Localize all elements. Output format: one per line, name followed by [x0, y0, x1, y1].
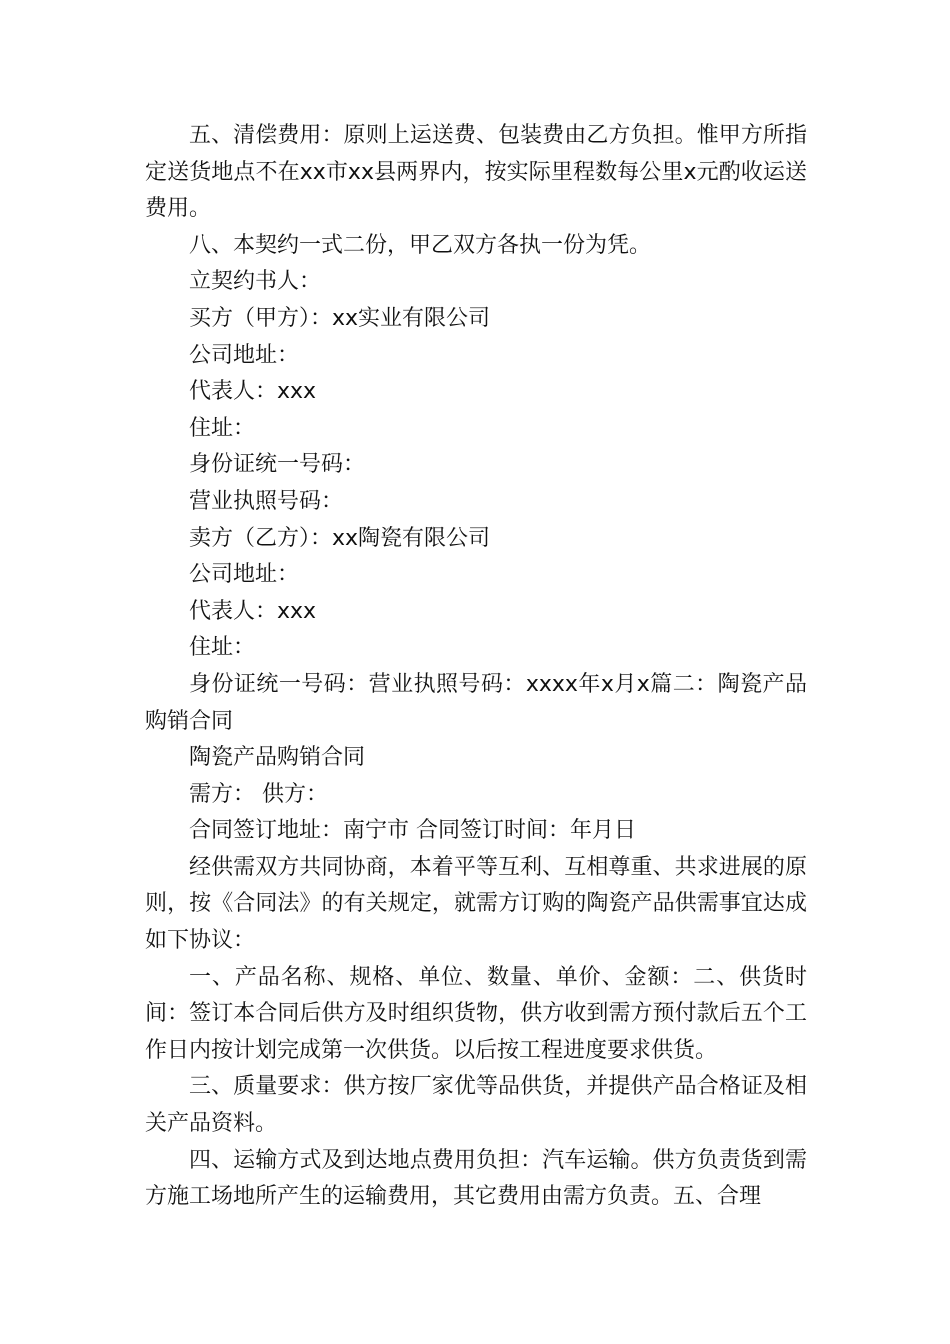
paragraph-buyer-representative: 代表人：xxx: [189, 379, 317, 405]
paragraph-quality: 三、质量要求：供方按厂家优等品供货，并提供产品合格证及相关产品资料。: [145, 1074, 807, 1137]
paragraph-compensation-fees: 五、清偿费用：原则上运送费、包装费由乙方负担。惟甲方所指定送货地点不在xx市xx县两界内，按实际里程数每公里x元酌收运送费用。: [145, 123, 807, 222]
paragraph-contract-title: 陶瓷产品购销合同: [189, 745, 366, 771]
document-body: [145, 118, 807, 1216]
paragraph-product-and-delivery: 一、产品名称、规格、单位、数量、单价、金额：二、供货时间：签订本合同后供方及时组织货物，供方收到需方预付款后五个工作日内按计划完成第一次供货。以后按工程进度要求供货。: [145, 964, 807, 1063]
paragraph-seller-representative: 代表人：xxx: [189, 598, 317, 624]
paragraph-copies-clause: 八、本契约一式二份，甲乙双方各执一份为凭。: [189, 232, 652, 258]
paragraph-buyer-license-number: 营业执照号码：: [189, 488, 344, 514]
paragraph-buyer-id-number: 身份证统一号码：: [189, 452, 366, 478]
paragraph-seller-residence: 住址：: [189, 635, 256, 661]
paragraph-signatories: 立契约书人：: [189, 269, 322, 295]
paragraph-preamble: 经供需双方共同协商，本着平等互利、互相尊重、共求进展的原则，按《合同法》的有关规定，就需方订购的陶瓷产品供需事宜达成如下协议：: [145, 854, 807, 954]
paragraph-seller: 卖方（乙方）：xx陶瓷有限公司: [189, 525, 491, 551]
paragraph-transport: 四、运输方式及到达地点费用负担：汽车运输。供方负责货到需方施工场地所产生的运输费用，其它费用由需方负责。五、合理: [145, 1147, 807, 1210]
paragraph-buyer: 买方（甲方）：xx实业有限公司: [189, 305, 491, 331]
paragraph-signing-info: 合同签订地址：南宁市 合同签订时间：年月日: [189, 818, 636, 844]
paragraph-seller-address: 公司地址：: [189, 562, 300, 588]
paragraph-seller-id-and-license: 身份证统一号码：营业执照号码：xxxx年x月x篇二：陶瓷产品购销合同: [145, 671, 807, 734]
paragraph-parties: 需方： 供方：: [189, 781, 328, 807]
paragraph-buyer-residence: 住址：: [189, 415, 256, 441]
paragraph-buyer-address: 公司地址：: [189, 342, 300, 368]
